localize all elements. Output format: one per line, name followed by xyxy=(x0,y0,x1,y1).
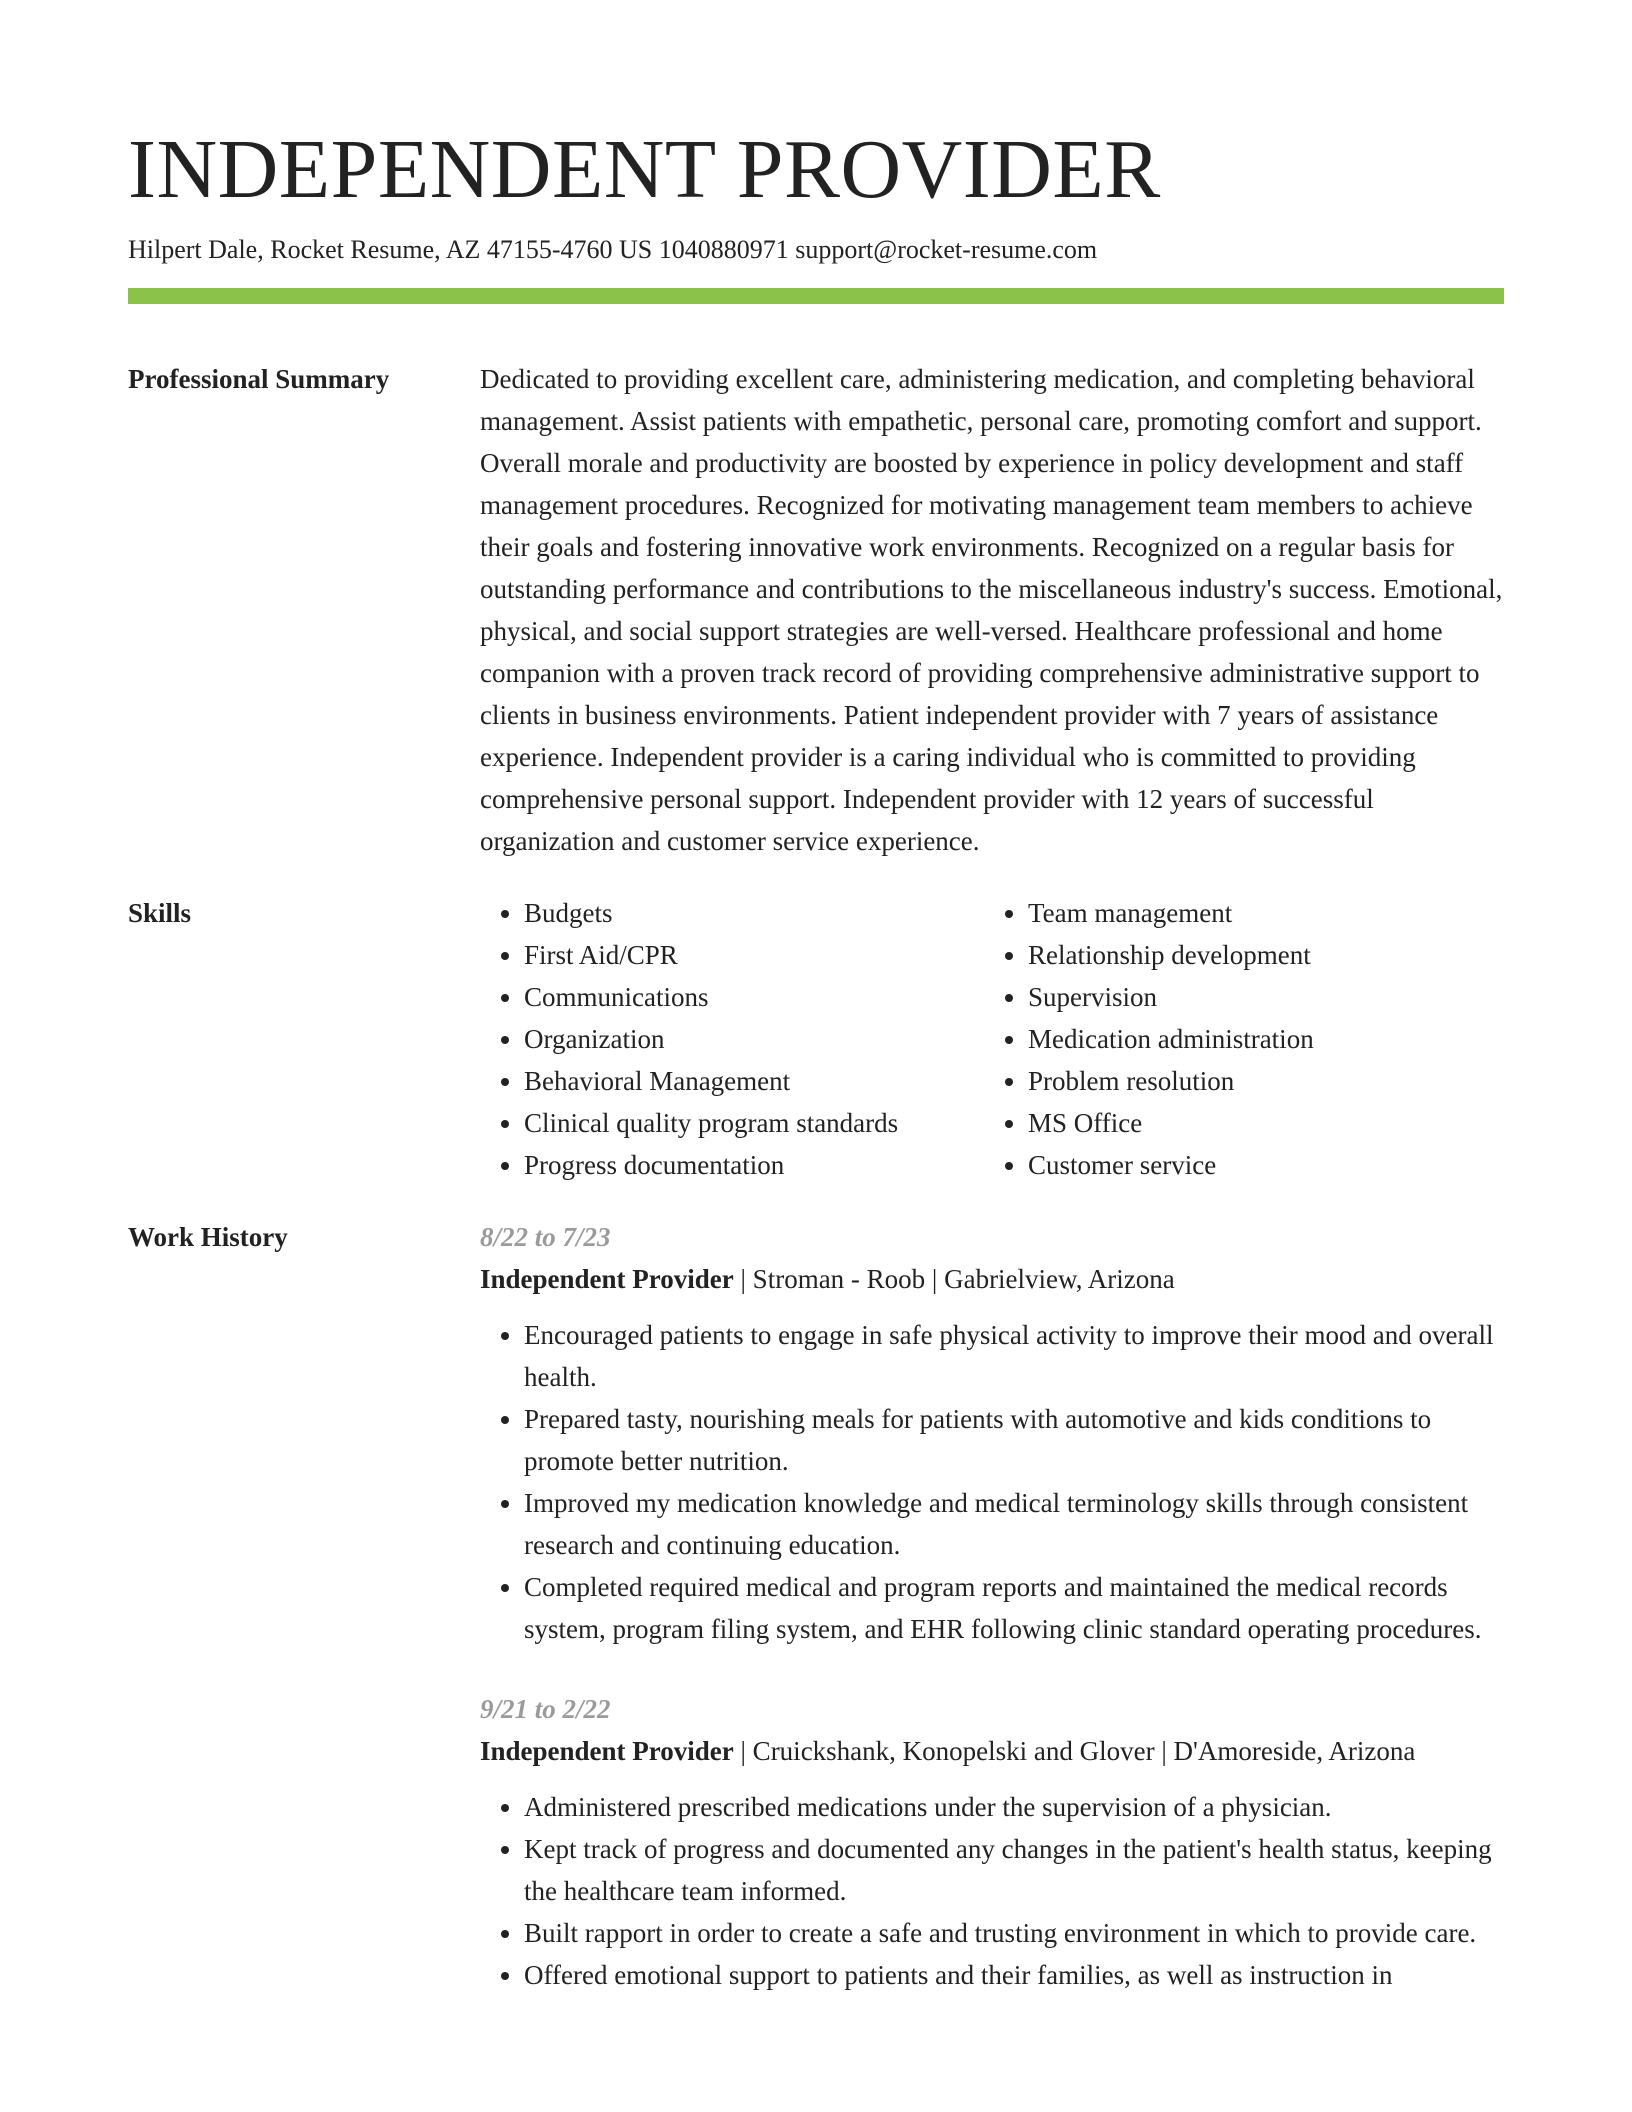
skills-label: Skills xyxy=(128,898,192,928)
skill-item: • Supervision xyxy=(1028,976,1488,1018)
job-date: 9/21 to 2/22 xyxy=(480,1694,611,1724)
job-bullet: • Completed required medical and program reports and maintained the medical records system, program filing system, and EHR following clinic standard operating procedures. xyxy=(524,1566,1504,1650)
skill-item: • Organization xyxy=(524,1018,984,1060)
skill-item: • Relationship development xyxy=(1028,934,1488,976)
job-date: 8/22 to 7/23 xyxy=(480,1222,611,1252)
job-bullets xyxy=(480,1786,1504,1996)
job-employer-location: | Cruickshank, Konopelski and Glover | D'Amoreside, Arizona xyxy=(733,1736,1416,1766)
job-role: Independent Provider xyxy=(480,1264,734,1294)
job-bullet: • Offered emotional support to patients and their families, as well as instruction in xyxy=(524,1954,1504,1996)
job-employer-location: | Stroman - Roob | Gabrielview, Arizona xyxy=(733,1264,1175,1294)
skills-content xyxy=(480,892,1504,1186)
summary-text: Dedicated to providing excellent care, administering medication, and completing behavioral management. Assist patients with empathetic, personal care, promoting comfort and support. Overall morale and productivity are boosted by experience in policy development and staff management procedures. Recognized for motivating management team members to achieve their goals and fostering innovative work environments. Recognized on a regular basis for outstanding performance and contributions to the miscellaneous industry's success. Emotional, physical, and social support strategies are well-versed. Healthcare professional and home companion with a proven track record of providing comprehensive administrative support to clients in business environments. Patient independent provider with 7 years of assistance experience. Independent provider is a caring individual who is committed to providing comprehensive personal support. Independent provider with 12 years of successful organization and customer service experience. xyxy=(480,364,1503,856)
skill-item: • Customer service xyxy=(1028,1144,1488,1186)
job-entry xyxy=(480,1688,1504,1996)
skill-item: • First Aid/CPR xyxy=(524,934,984,976)
summary-label: Professional Summary xyxy=(128,364,390,394)
summary-content xyxy=(480,358,1504,862)
skill-item: • MS Office xyxy=(1028,1102,1488,1144)
job-bullet: • Administered prescribed medications under the supervision of a physician. xyxy=(524,1786,1504,1828)
skill-item: • Behavioral Management xyxy=(524,1060,984,1102)
skills-section xyxy=(128,892,1504,1186)
job-bullet: • Kept track of progress and documented any changes in the patient's health status, keeping the healthcare team informed. xyxy=(524,1828,1504,1912)
job-title-line xyxy=(480,1258,1504,1300)
resume-page xyxy=(128,118,1504,2034)
job-bullets xyxy=(480,1314,1504,1650)
skill-item: • Progress documentation xyxy=(524,1144,984,1186)
job-title-line xyxy=(480,1730,1504,1772)
skill-item: • Medication administration xyxy=(1028,1018,1488,1060)
job-bullet: • Improved my medication knowledge and medical terminology skills through consistent research and continuing education. xyxy=(524,1482,1504,1566)
work-history-content xyxy=(480,1216,1504,2034)
job-bullet: • Encouraged patients to engage in safe physical activity to improve their mood and overall health. xyxy=(524,1314,1504,1398)
skill-item: • Problem resolution xyxy=(1028,1060,1488,1102)
job-bullet: • Built rapport in order to create a safe and trusting environment in which to provide care. xyxy=(524,1912,1504,1954)
summary-section xyxy=(128,358,1504,862)
work-history-section xyxy=(128,1216,1504,2034)
contact-line: Hilpert Dale, Rocket Resume, AZ 47155-4760 US 1040880971 support@rocket-resume.com xyxy=(128,235,1098,264)
skills-list-left xyxy=(480,892,984,1186)
skill-item: • Team management xyxy=(1028,892,1488,934)
job-bullet: • Prepared tasty, nourishing meals for patients with automotive and kids conditions to promote better nutrition. xyxy=(524,1398,1504,1482)
candidate-name: INDEPENDENT PROVIDER xyxy=(128,123,1161,216)
skills-list-right xyxy=(984,892,1488,1186)
skill-item: • Communications xyxy=(524,976,984,1018)
header-divider xyxy=(128,288,1504,304)
skill-item: • Budgets xyxy=(524,892,984,934)
job-entry xyxy=(480,1216,1504,1650)
work-history-label: Work History xyxy=(128,1222,288,1252)
skill-item: • Clinical quality program standards xyxy=(524,1102,984,1144)
job-role: Independent Provider xyxy=(480,1736,734,1766)
